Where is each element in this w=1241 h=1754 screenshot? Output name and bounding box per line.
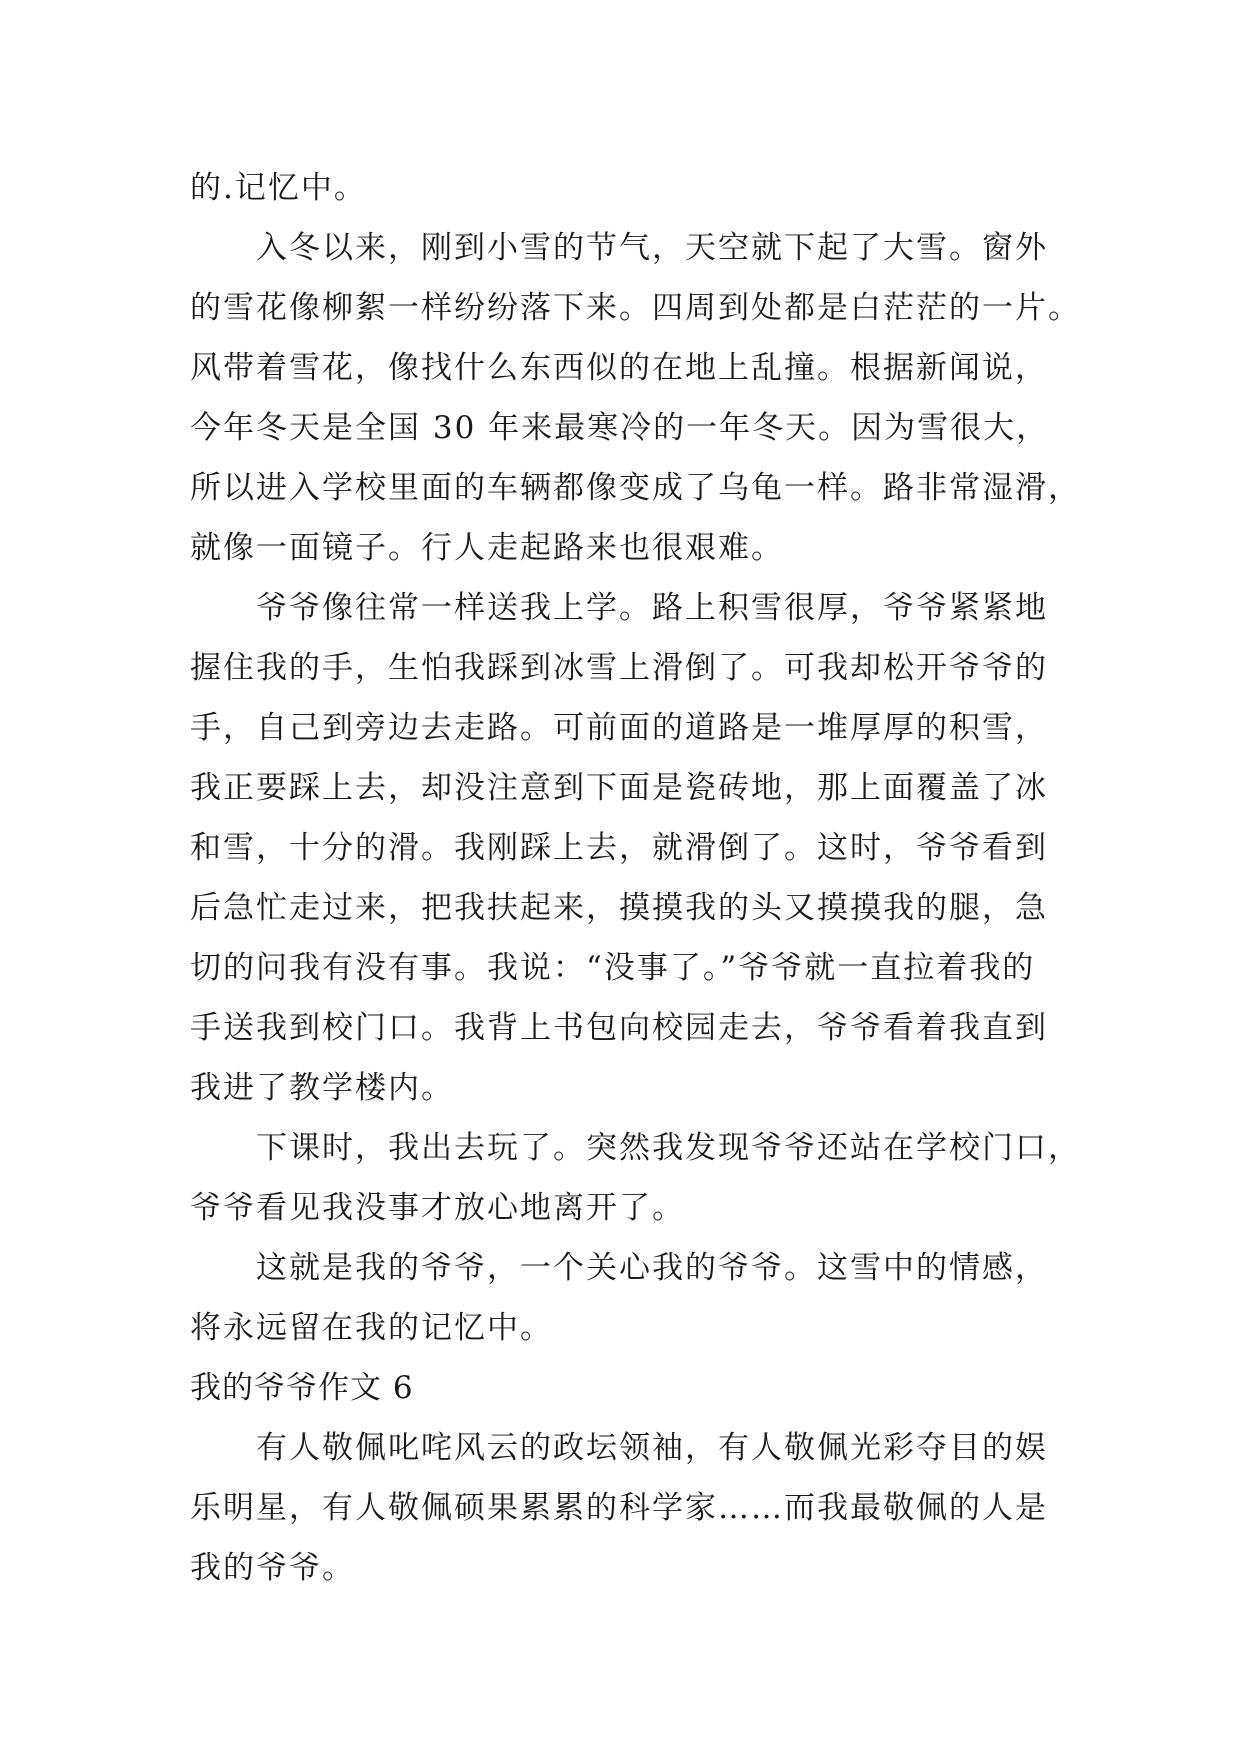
paragraph-start-line: 入冬以来，刚到小雪的节气，天空就下起了大雪。窗外	[256, 230, 1048, 266]
text-line: 切的问我有没有事。我说：“没事了。”爷爷就一直拉着我的	[190, 950, 1036, 986]
paragraph-start-line: 有人敬佩叱咤风云的政坛领袖，有人敬佩光彩夺目的娱	[256, 1430, 1048, 1466]
text-line: 和雪，十分的滑。我刚踩上去，就滑倒了。这时，爷爷看到	[190, 830, 1048, 866]
essay-body	[190, 158, 1090, 1598]
text-line: 我正要踩上去，却没注意到下面是瓷砖地，那上面覆盖了冰	[190, 770, 1048, 806]
text-line: 风带着雪花，像找什么东西似的在地上乱撞。根据新闻说，	[190, 350, 1048, 386]
text-line: 所以进入学校里面的车辆都像变成了乌龟一样。路非常湿滑，	[190, 470, 1081, 506]
section-heading: 我的爷爷作文 6	[190, 1370, 414, 1406]
text-line: 的雪花像柳絮一样纷纷落下来。四周到处都是白茫茫的一片。	[190, 290, 1081, 326]
text-line: 乐明星，有人敬佩硕果累累的科学家……而我最敬佩的人是	[190, 1490, 1048, 1526]
text-line: 手，自己到旁边去走路。可前面的道路是一堆厚厚的积雪，	[190, 710, 1048, 746]
text-line: 今年冬天是全国 30 年来最寒冷的一年冬天。因为雪很大，	[190, 410, 1050, 446]
text-line: 手送我到校门口。我背上书包向校园走去，爷爷看着我直到	[190, 1010, 1048, 1046]
text-line: 就像一面镜子。行人走起路来也很艰难。	[190, 530, 784, 566]
text-line: 将永远留在我的记忆中。	[190, 1310, 553, 1346]
text-line: 我进了教学楼内。	[190, 1070, 454, 1106]
paragraph-start-line: 下课时，我出去玩了。突然我发现爷爷还站在学校门口，	[256, 1130, 1081, 1166]
text-line: 握住我的手，生怕我踩到冰雪上滑倒了。可我却松开爷爷的	[190, 650, 1048, 686]
paragraph-start-line: 爷爷像往常一样送我上学。路上积雪很厚，爷爷紧紧地	[256, 590, 1048, 626]
text-line: 我的爷爷。	[190, 1550, 355, 1586]
text-line: 后急忙走过来，把我扶起来，摸摸我的头又摸摸我的腿，急	[190, 890, 1048, 926]
paragraph-start-line: 这就是我的爷爷，一个关心我的爷爷。这雪中的情感，	[256, 1250, 1048, 1286]
text-line: 爷爷看见我没事才放心地离开了。	[190, 1190, 685, 1226]
text-line: 的.记忆中。	[190, 170, 367, 206]
